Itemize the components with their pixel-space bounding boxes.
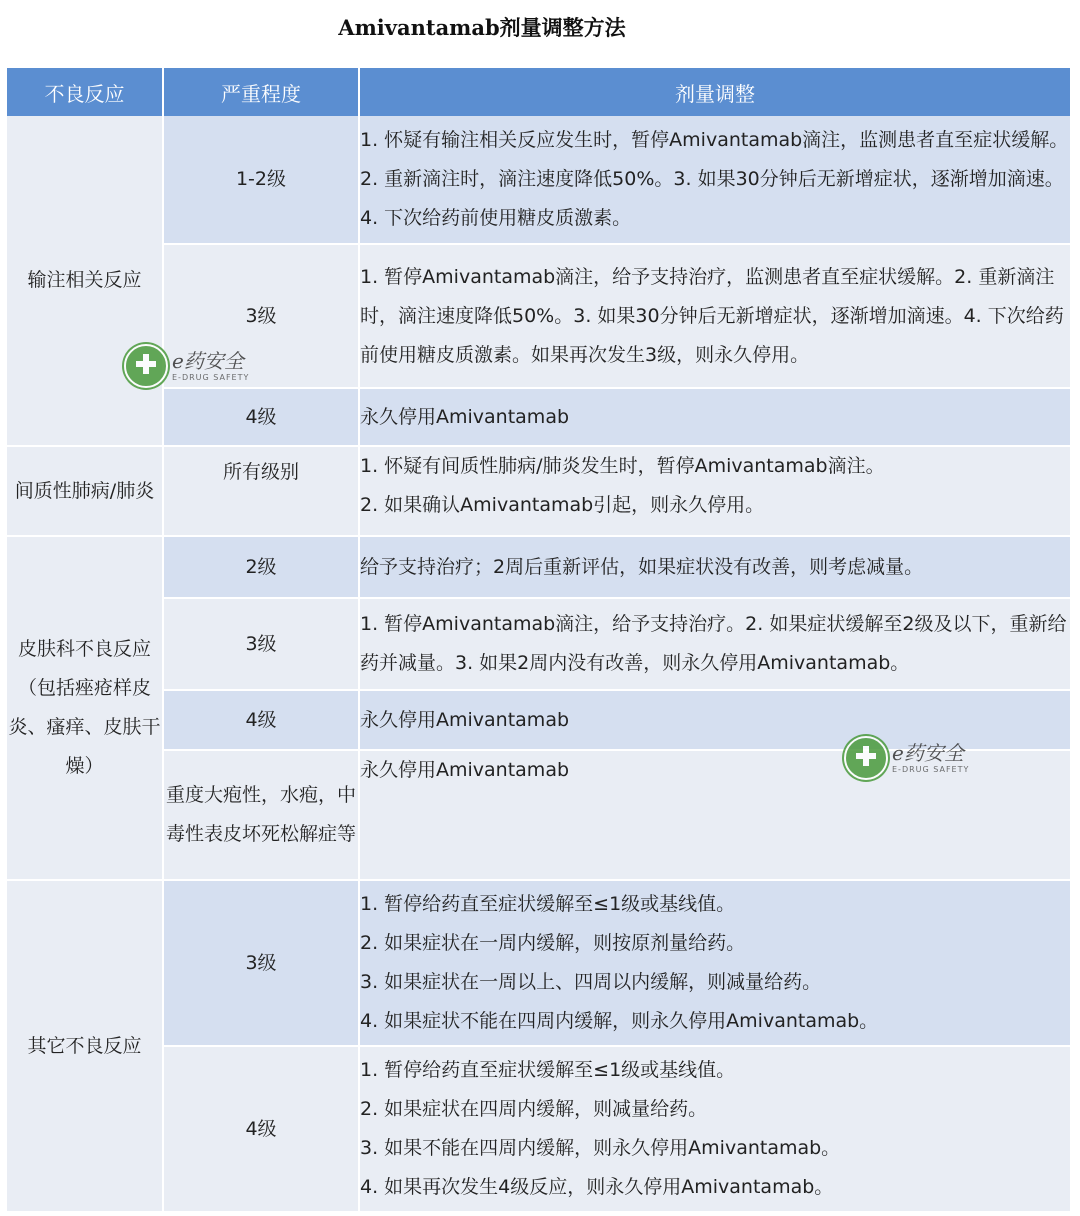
watermark-logo bbox=[124, 344, 249, 388]
adjustment-text: 1. 怀疑有输注相关反应发生时，暂停Amivantamab滴注，监测患者直至症状缓解。2. 重新滴注时，滴注速度降低50%。3. 如果30分钟后无新增症状，逐渐增加滴速。4. 下次给药前使用糖皮质激素。 bbox=[360, 129, 1069, 229]
table-row bbox=[7, 598, 1071, 690]
watermark-en: E-DRUG SAFETY bbox=[892, 764, 970, 774]
severity-cell: 3级 bbox=[163, 244, 359, 388]
adjustment-cell bbox=[359, 244, 1071, 388]
table-row bbox=[7, 446, 1071, 536]
adjustment-text: 4. 如果症状不能在四周内缓解，则永久停用Amivantamab。 bbox=[360, 1010, 879, 1032]
severity-cell: 3级 bbox=[163, 598, 359, 690]
adjustment-text: 1. 暂停Amivantamab滴注，给予支持治疗。2. 如果症状缓解至2级及以下，重新给药并减量。3. 如果2周内没有改善，则永久停用Amivantamab。 bbox=[360, 613, 1067, 674]
adjustment-text: 3. 如果症状在一周以上、四周以内缓解，则减量给药。 bbox=[360, 971, 822, 993]
severity-cell: 4级 bbox=[163, 388, 359, 446]
adjustment-text: 4. 如果再次发生4级反应，则永久停用Amivantamab。 bbox=[360, 1176, 834, 1198]
header-reaction: 不良反应 bbox=[7, 68, 163, 116]
adjustment-cell bbox=[359, 880, 1071, 1046]
severity-cell: 4级 bbox=[163, 690, 359, 750]
header-severity: 严重程度 bbox=[163, 68, 359, 116]
adjustment-cell bbox=[359, 536, 1071, 598]
adjustment-text: 1. 怀疑有间质性肺病/肺炎发生时，暂停Amivantamab滴注。 bbox=[360, 455, 885, 477]
severity-cell: 2级 bbox=[163, 536, 359, 598]
table-header-row bbox=[7, 68, 1071, 116]
adjustment-cell bbox=[359, 1046, 1071, 1212]
severity-cell: 4级 bbox=[163, 1046, 359, 1212]
watermark-logo bbox=[844, 736, 969, 780]
dose-adjustment-table bbox=[7, 68, 1072, 1213]
header-adjustment: 剂量调整 bbox=[359, 68, 1071, 116]
adjustment-cell bbox=[359, 116, 1071, 244]
adjustment-text: 3. 如果不能在四周内缓解，则永久停用Amivantamab。 bbox=[360, 1137, 841, 1159]
watermark-en: E-DRUG SAFETY bbox=[172, 372, 250, 382]
adjustment-cell bbox=[359, 598, 1071, 690]
reaction-cell: 其它不良反应 bbox=[7, 880, 163, 1212]
severity-cell: 重度大疱性，水疱，中毒性表皮坏死松解症等 bbox=[163, 750, 359, 880]
reaction-cell: 间质性肺病/肺炎 bbox=[7, 446, 163, 536]
watermark-cn: e药安全 bbox=[892, 740, 964, 765]
table-row bbox=[7, 116, 1071, 244]
adjustment-text: 给予支持治疗；2周后重新评估，如果症状没有改善，则考虑减量。 bbox=[360, 555, 924, 578]
medical-cross-icon bbox=[124, 344, 168, 388]
table-row bbox=[7, 536, 1071, 598]
adjustment-text: 2. 如果症状在四周内缓解，则减量给药。 bbox=[360, 1098, 708, 1120]
table-row bbox=[7, 388, 1071, 446]
adjustment-text: 1. 暂停Amivantamab滴注，给予支持治疗，监测患者直至症状缓解。2. 重新滴注时，滴注速度降低50%。3. 如果30分钟后无新增症状，逐渐增加滴速。4. 下次给药前使用糖皮质激素。如果再次发生3级，则永久停用。 bbox=[360, 265, 1064, 366]
adjustment-text: 1. 暂停给药直至症状缓解至≤1级或基线值。 bbox=[360, 1059, 736, 1081]
adjustment-text: 2. 如果症状在一周内缓解，则按原剂量给药。 bbox=[360, 932, 746, 954]
watermark-cn: e药安全 bbox=[172, 348, 244, 373]
reaction-cell: 皮肤科不良反应（包括痤疮样皮炎、瘙痒、皮肤干燥） bbox=[7, 536, 163, 880]
adjustment-text: 2. 如果确认Amivantamab引起，则永久停用。 bbox=[360, 494, 765, 516]
severity-cell: 1-2级 bbox=[163, 116, 359, 244]
medical-cross-icon bbox=[844, 736, 888, 780]
table-row bbox=[7, 880, 1071, 1046]
adjustment-cell bbox=[359, 446, 1071, 536]
reaction-cell: 输注相关反应 bbox=[7, 116, 163, 446]
adjustment-text: 永久停用Amivantamab bbox=[360, 759, 570, 781]
adjustment-text: 永久停用Amivantamab bbox=[360, 708, 570, 731]
severity-cell: 所有级别 bbox=[163, 446, 359, 536]
adjustment-text: 1. 暂停给药直至症状缓解至≤1级或基线值。 bbox=[360, 893, 736, 915]
page-title: Amivantamab剂量调整方法 bbox=[338, 15, 626, 40]
severity-cell: 3级 bbox=[163, 880, 359, 1046]
adjustment-cell bbox=[359, 388, 1071, 446]
adjustment-text: 永久停用Amivantamab bbox=[360, 405, 570, 428]
table-row bbox=[7, 1046, 1071, 1212]
